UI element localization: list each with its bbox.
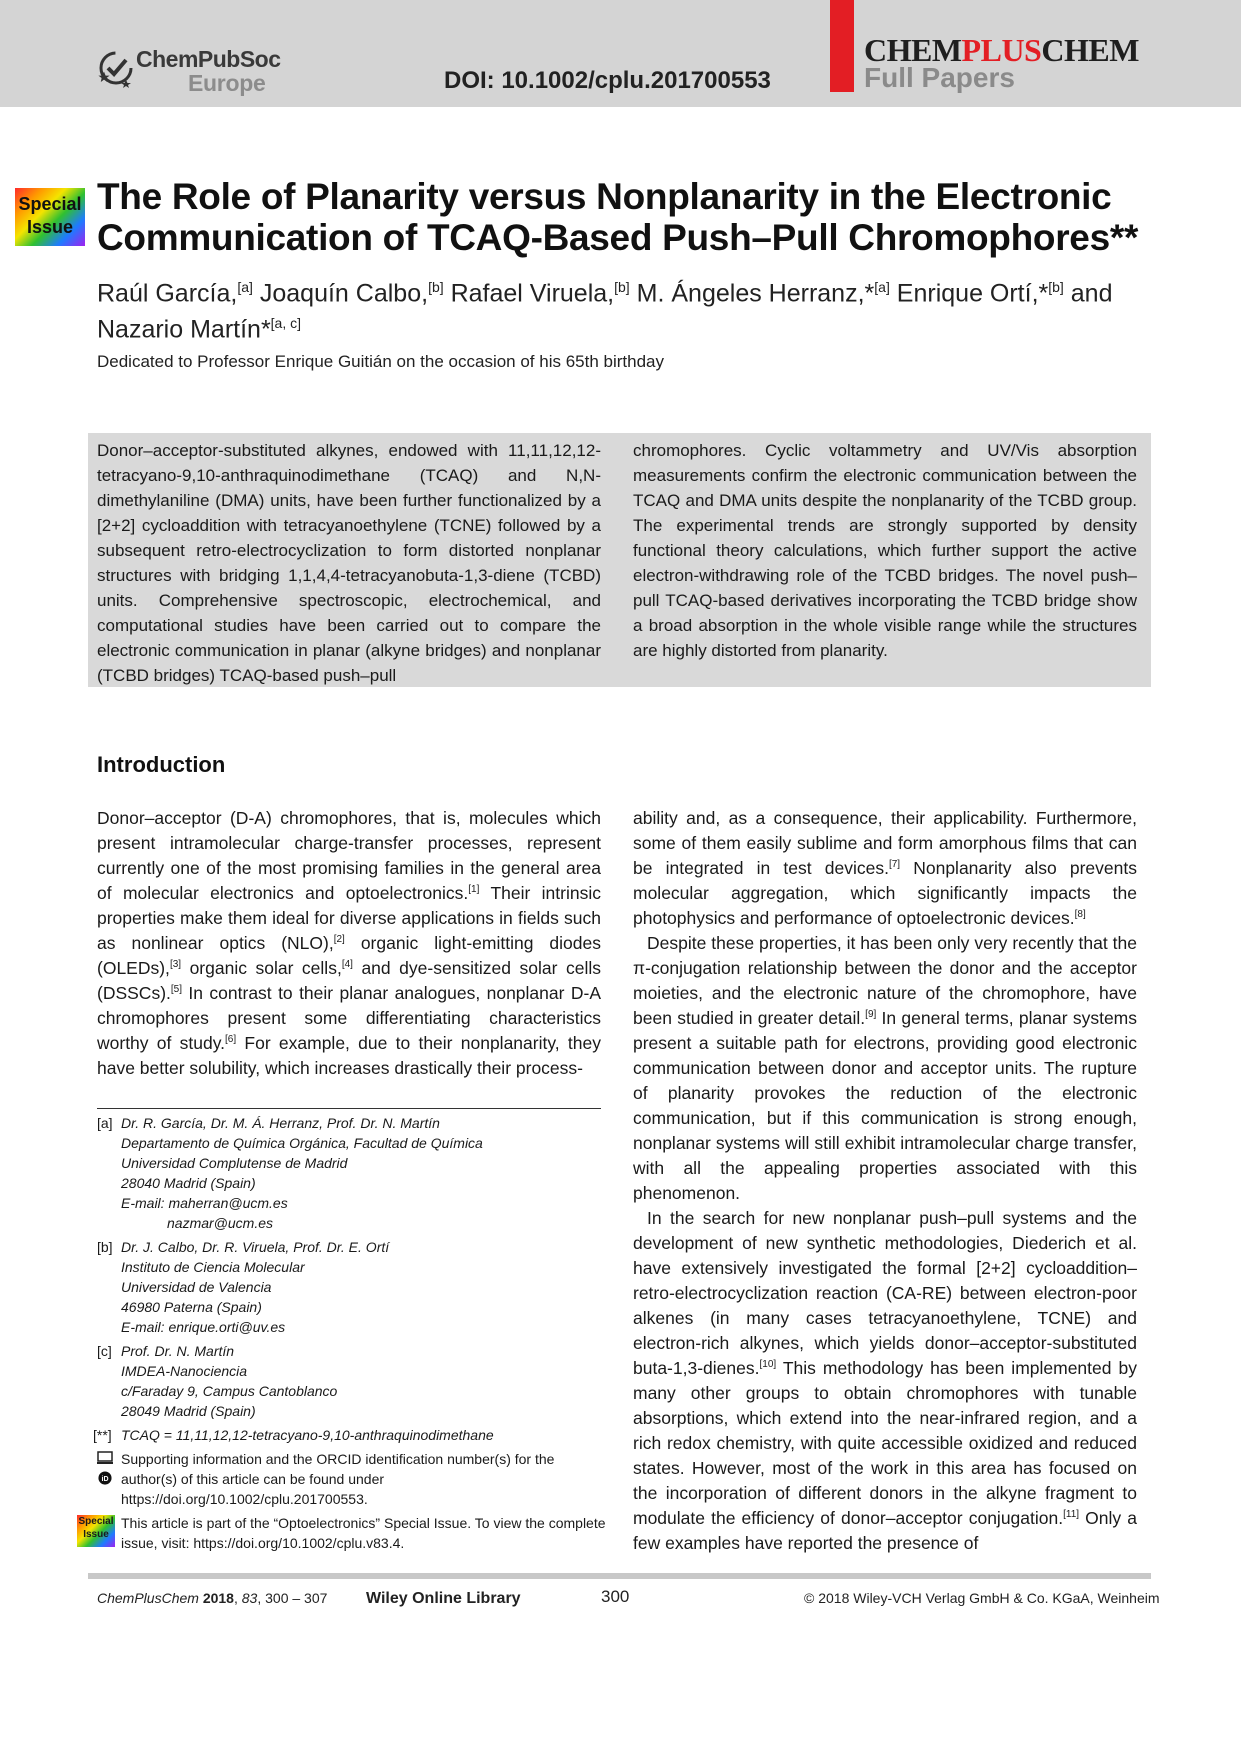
text-run: For example, due to their nonplanarity, they have better solubility, which increases drastically their process- [97,1033,601,1078]
text-run: Donor–acceptor (D-A) chromophores, that is, molecules which present intramolecular charge-transfer processes, represent currently one of the most promising families in the general area of molecular electronics and optoelectronics. [97,808,601,903]
orcid-icon [97,1471,113,1485]
author: M. Ángeles Herranz,* [636,279,875,308]
citation-ref[interactable]: [8] [1074,909,1086,921]
author: Nazario Martín* [97,315,271,344]
abstract-box [88,433,1151,687]
footnote-body [121,1113,607,1233]
citation-ref[interactable]: [11] [1063,1509,1080,1521]
footnote-line: Dr. J. Calbo, Dr. R. Viruela, Prof. Dr. E. Ortí [121,1239,390,1255]
text-run: Their intrinsic properties make them ideal for diverse applications in fields such as nonlinear optics (NLO), [97,883,601,953]
section-heading-introduction: Introduction [97,752,226,777]
footnote-line: Universidad Complutense de Madrid [121,1155,348,1171]
citation-ref[interactable]: [5] [170,984,183,996]
citation-ref[interactable]: [6] [225,1034,237,1046]
mini-badge-line1: Special [78,1516,114,1527]
citation-pages: 300 – 307 [265,1590,328,1606]
affiliation-mark: [b] [1048,279,1064,295]
chempubsoc-emblem-icon [96,46,140,90]
special-issue-badge [15,188,85,246]
footnotes [78,1113,607,1557]
email-link[interactable]: E-mail: maherran@ucm.es [121,1195,288,1211]
author: Enrique Ortí,* [896,279,1049,308]
journal-name-part2: PLUS [961,32,1042,68]
text-run: In contrast to their planar analogues, nonplanar D-A chromophores present some differentiating characteristics worthy of study. [97,983,601,1053]
computer-icon [97,1451,113,1465]
affiliation-mark: [a] [874,279,890,295]
author-conjunction: and [1070,279,1113,308]
chempubsoc-logo [96,44,296,94]
text-run: organic solar cells, [181,958,342,978]
supporting-info-note [97,1449,607,1509]
footnote-label: [c] [97,1343,112,1359]
affiliation-mark: [b] [428,279,444,295]
author: Rafael Viruela, [450,279,615,308]
text-run: and dye-sensitized solar cells (DSSCs). [97,958,601,1003]
footnote-divider [97,1108,601,1109]
footnote-label: [b] [97,1239,113,1255]
page-number: 300 [601,1587,630,1606]
citation-year: 2018 [202,1590,234,1606]
affiliation-b [97,1237,607,1337]
affiliation-a [97,1113,607,1233]
text-run: This methodology has been implemented by many other groups to obtain chromophores with tunable absorptions, which extend into the near-infrared region, and a rich redox chemistry, with quite accessible oxidized and reduced states. However, most of the work in this area has focused on the incorporation of different donors in the alkyne fragment to modulate the efficiency of donor–acceptor conjugation. [633,1358,1137,1528]
text-run: Only a few examples have reported the presence of [633,1508,1137,1553]
footer-citation: ChemPlusChem 2018, 83, 300 – 307 [97,1590,328,1606]
email-link[interactable]: nazmar@ucm.es [167,1215,274,1231]
text-run: Nonplanarity also prevents molecular aggregation, which significantly impacts the photophysics and performance of optoelectronic devices. [633,858,1137,928]
footer-rule [88,1573,1151,1579]
paragraph [633,1206,1137,1556]
article-title: The Role of Planarity versus Nonplanarity in the Electronic Communication of TCAQ-Based Push–Pull Chromophores** [97,176,1139,258]
footnote-body [121,1237,607,1337]
footnote-line: Prof. Dr. N. Martín [121,1343,235,1359]
supporting-info-text[interactable]: Supporting information and the ORCID identification number(s) for the author(s) of this article can be found under https://doi.org/10.1002/cplu.201700553. [121,1451,555,1507]
text-run: In general terms, planar systems present a suitable path for electrons, providing good electronic communication between donor and acceptor units. The rupture of planarity provokes the reduction of the electronic communication, but if this communication is strong enough, nonplanar systems will still exhibit intramolecular charge transfer, with all the appealing properties associated with this phenomenon. [633,1008,1137,1203]
text-run: organic light-emitting diodes (OLEDs), [97,933,601,978]
paragraph [633,806,1137,931]
footnote-line: 28040 Madrid (Spain) [121,1175,256,1191]
dedication: Dedicated to Professor Enrique Guitián on the occasion of his 65th birthday [97,352,665,371]
special-issue-text[interactable]: This article is part of the “Optoelectronics” Special Issue. To view the complete issue, visit: https://doi.org/10.1002/cplu.v83.4. [121,1515,606,1551]
footnote-line: c/Faraday 9, Campus Cantoblanco [121,1383,338,1399]
text-run: Despite these properties, it has been only very recently that the π-conjugation relationship between the donor and the acceptor moieties, and the electronic nature of the chromophore, have been studied in greater detail. [633,933,1137,1028]
publisher-name: ChemPubSoc [136,46,281,72]
abstract-right: chromophores. Cyclic voltammetry and UV/Vis absorption measurements confirm the electronic communication between the TCAQ and DMA units despite the nonplanarity of the TCBD group. The experimental trends are strongly supported by density functional theory calculations, which further support the active electron-withdrawing role of the TCBD bridges. The novel push–pull TCAQ-based derivatives incorporating the TCBD bridge show a broad absorption in the whole visible range while the structures are highly distorted from planarity. [633,441,1137,660]
affiliation-mark: [b] [614,279,630,295]
body-column-right [633,806,1137,1556]
wiley-online-library-link[interactable]: Wiley Online Library [366,1590,521,1607]
text-run: ability and, as a consequence, their applicability. Furthermore, some of them easily sublime and form amorphous films that can be integrated in test devices. [633,808,1137,878]
citation-journal: ChemPlusChem [97,1590,199,1606]
citation-ref[interactable]: [4] [341,959,353,971]
copyright: © 2018 Wiley-VCH Verlag GmbH & Co. KGaA, Weinheim [804,1590,1160,1606]
citation-ref[interactable]: [1] [468,884,480,896]
badge-line2: Issue [26,217,74,237]
citation-ref[interactable]: [9] [865,1009,877,1021]
citation-ref[interactable]: [2] [333,934,345,946]
body-column-left [97,806,601,1081]
footnote-body: TCAQ = 11,11,12,12-tetracyano-9,10-anthraquinodimethane [121,1427,494,1443]
article-type: Full Papers [864,62,1015,93]
footnote-line: Dr. R. García, Dr. M. Á. Herranz, Prof. Dr. N. Martín [121,1115,440,1131]
journal-name-part1: CHEM [864,32,962,68]
affiliation-mark: [a] [237,279,253,295]
footnote-line: 28049 Madrid (Spain) [121,1403,256,1419]
svg-text:iD: iD [101,1476,109,1484]
mini-badge-line2: Issue [83,1529,109,1540]
page-header [0,0,1241,107]
author-list [97,272,1167,345]
abbreviation-note [93,1425,607,1445]
footnote-body [121,1341,607,1421]
doi-label: DOI: 10.1002/cplu.201700553 [444,67,771,94]
journal-accent-bar [830,0,854,92]
footnote-line: Instituto de Ciencia Molecular [121,1259,305,1275]
author: Raúl García, [97,279,238,308]
special-issue-mini-badge [77,1515,115,1547]
footnote-line: 46980 Paterna (Spain) [121,1299,262,1315]
special-issue-note [78,1513,607,1553]
citation-volume: 83 [241,1590,258,1606]
abstract-left: Donor–acceptor-substituted alkynes, endowed with 11,11,12,12-tetracyano-9,10-anthraquinodimethane (TCAQ) and N,N-dimethylaniline (DMA) units, have been further functionalized by a [2+2] cycloaddition with tetracyanoethylene (TCNE) followed by a subsequent retro-electrocyclization to form distorted nonplanar structures with bridging 1,1,4,4-tetracyanobuta-1,3-diene (TCBD) units. Comprehensive spectroscopic, electrochemical, and computational studies have been carried out to compare the electronic communication in planar (alkyne bridges) and nonplanar (TCBD bridges) TCAQ-based push–pull [97,441,601,685]
citation-ref[interactable]: [7] [888,859,901,871]
journal-name-part3: CHEM [1041,32,1139,68]
email-link[interactable]: E-mail: enrique.orti@uv.es [121,1319,286,1335]
paragraph [97,806,601,1081]
footnote-label: [**] [93,1427,112,1443]
paragraph [633,931,1137,1206]
footnote-line: Departamento de Química Orgánica, Facultad de Química [121,1135,483,1151]
badge-line1: Special [18,194,82,214]
text-run: In the search for new nonplanar push–pull systems and the development of new synthetic methodologies, Diederich et al. have extensively investigated the formal [2+2] cycloaddition–retro-electrocyclization reaction (CA-RE) between electron-poor alkenes (in many cases tetracyanoethylene, TCNE) and electron-rich alkynes, which yields donor–acceptor-substituted buta-1,3-dienes. [633,1208,1137,1378]
footnote-line: IMDEA-Nanociencia [121,1363,248,1379]
citation-ref[interactable]: [3] [169,959,182,971]
affiliation-c [97,1341,607,1421]
author: Joaquín Calbo, [259,279,429,308]
footnote-label: [a] [97,1115,113,1131]
affiliation-mark: [a, c] [270,315,302,332]
citation-ref[interactable]: [10] [759,1359,777,1371]
publisher-region: Europe [188,70,266,96]
footnote-line: Universidad de Valencia [121,1279,272,1295]
